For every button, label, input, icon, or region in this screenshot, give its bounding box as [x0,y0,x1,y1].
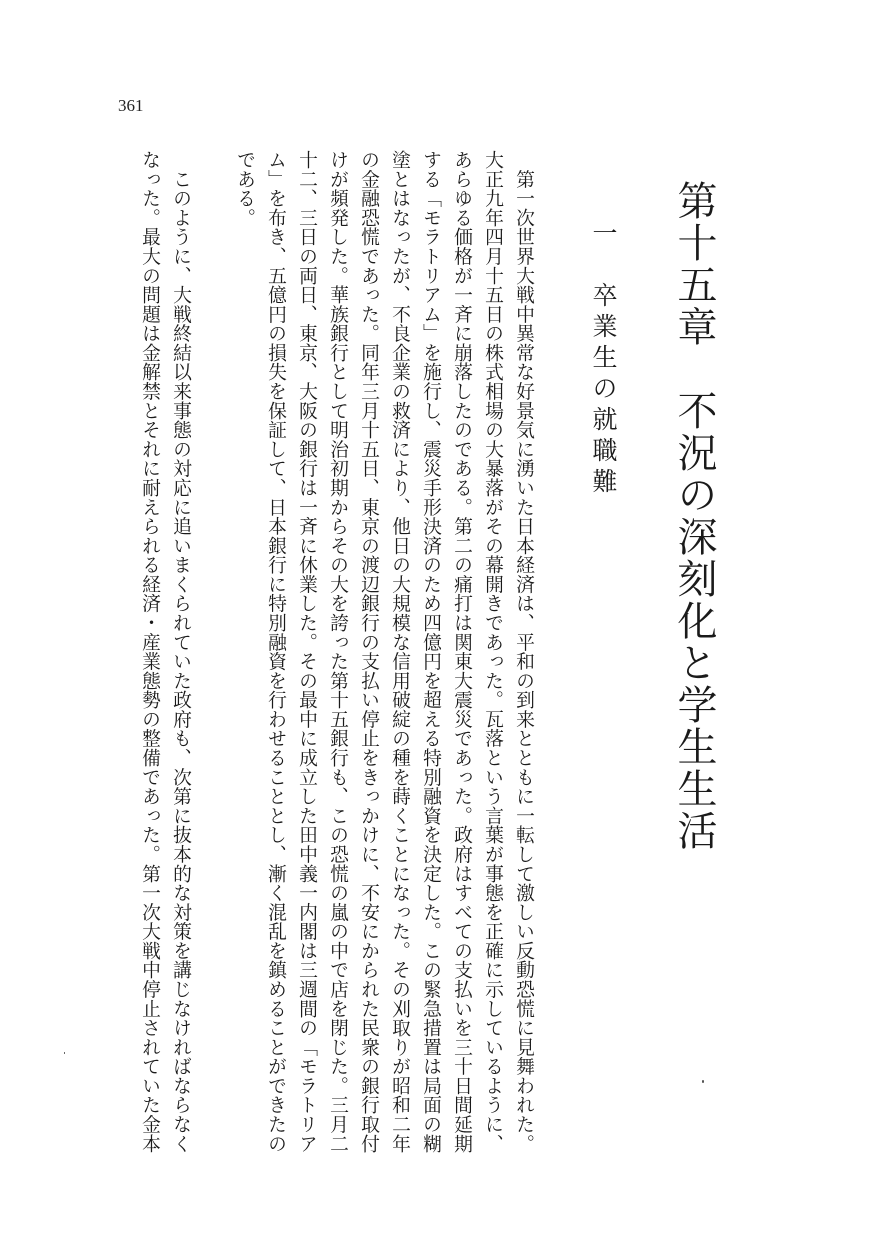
body-line: である。 [234,150,255,228]
body-line: 大正九年四月十五日の株式相場の大暴落がその幕開きであった。瓦落という言葉が事態を正確に示しているように、 [482,150,503,1154]
scan-speck [702,1080,704,1083]
body-line: ム」を布き、五億円の損失を保証して、日本銀行に特別融資を行わせることとし、漸く混乱を鎮めることができたの [265,150,286,1154]
scan-speck [64,1052,65,1054]
chapter-title: 第十五章 不況の深刻化と学生生活 [671,180,717,852]
body-line: する「モラトリアム」を施行し、震災手形決済のため四億円を超える特別融資を決定した。この緊急措置は局面の糊 [420,150,441,1154]
section-title: 一 卒業生の就職難 [589,220,618,499]
body-line: 塗とはなったが、不良企業の救済により、他日の大規模な信用破綻の種を蒔くことになった。その刈取りが昭和二年 [389,150,410,1154]
body-line: の金融恐慌であった。同年三月十五日、東京の渡辺銀行の支払い停止をきっかけに、不安にかられた民衆の銀行取付 [358,150,379,1154]
body-line: けが頻発した。華族銀行として明治初期からその大を誇った第十五銀行も、この恐慌の嵐の中で店を閉じた。三月二 [327,150,348,1154]
body-line: このように、大戦終結以来事態の対応に追いまくられていた政府も、次第に抜本的な対策を講じなければならなく [170,150,191,1154]
body-line: なった。最大の問題は金解禁とそれに耐えられる経済・産業態勢の整備であった。第一次大戦中停止されていた金本 [139,150,160,1154]
body-line: あらゆる価格が一斉に崩落したのである。第二の痛打は関東大震災であった。政府はすべての支払いを三十日間延期 [451,150,472,1154]
page-number: 361 [118,96,144,115]
body-line: 十二、三日の両日、東京、大阪の銀行は一斉に休業した。その最中に成立した田中義一内閣は三週間の「モラトリア [296,150,317,1154]
body-line: 第一次世界大戦中異常な好景気に湧いた日本経済は、平和の到来とともに一転して激しい反動恐慌に見舞われた。 [513,150,534,1154]
